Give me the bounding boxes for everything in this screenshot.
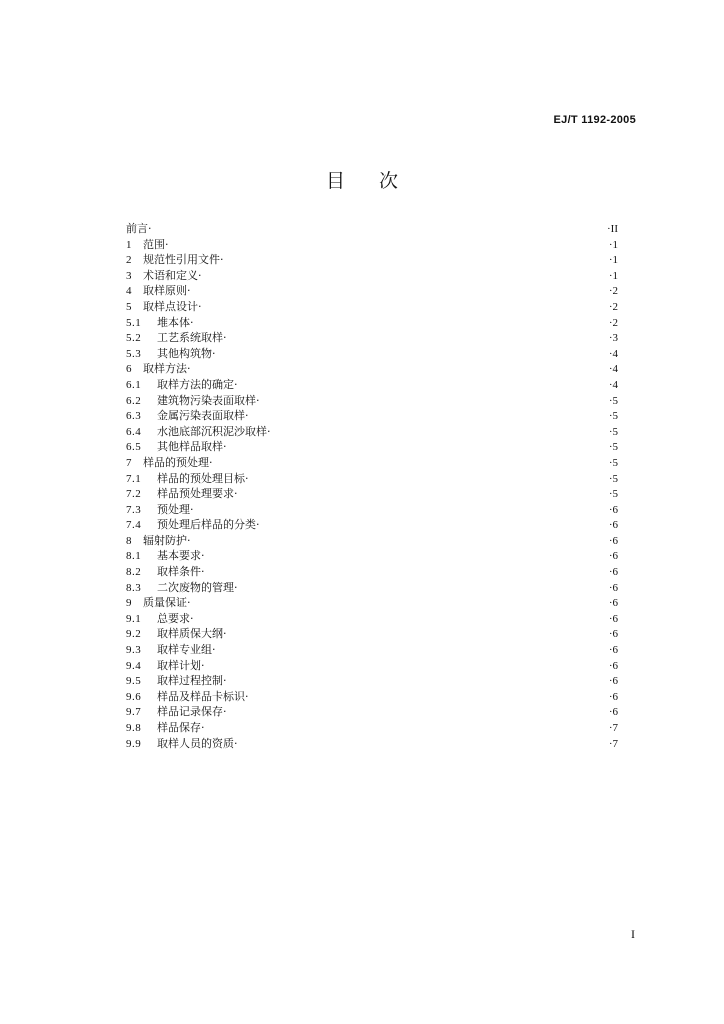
standard-number: EJ/T 1192-2005 bbox=[553, 114, 636, 126]
toc-entry[interactable] bbox=[126, 595, 618, 611]
toc-entry-number: 9.5 bbox=[126, 675, 142, 688]
toc-entry[interactable] bbox=[126, 455, 618, 471]
toc-entry-title: 堆本体 · bbox=[157, 315, 194, 331]
toc-entry-number: 2 bbox=[126, 254, 132, 267]
toc-entry-number: 8.2 bbox=[126, 566, 142, 579]
toc-entry-number: 9.2 bbox=[126, 628, 142, 641]
toc-entry-title: 金属污染表面取样 · bbox=[157, 408, 249, 424]
toc-entry[interactable] bbox=[126, 704, 618, 720]
toc-entry-number: 8 bbox=[126, 534, 132, 547]
toc-entry-title: 其他构筑物 · bbox=[157, 346, 216, 362]
toc-entry-page: · 6 bbox=[609, 565, 618, 581]
toc-entry-title: 范围 · bbox=[143, 237, 169, 253]
toc-entry-number: 5.3 bbox=[126, 347, 142, 360]
toc-entry-page: · 2 bbox=[609, 316, 618, 332]
toc-entry-page: · 6 bbox=[609, 643, 618, 659]
toc-entry[interactable] bbox=[126, 564, 618, 580]
toc-entry[interactable] bbox=[126, 548, 618, 564]
toc-entry-number: 5.2 bbox=[126, 332, 142, 345]
toc-entry-title: 样品预处理要求 · bbox=[157, 486, 238, 502]
toc-entry-number: 9.4 bbox=[126, 659, 142, 672]
toc-entry-number: 7.4 bbox=[126, 519, 142, 532]
toc-entry-title: 预处理 · bbox=[157, 502, 194, 518]
toc-entry[interactable] bbox=[126, 642, 618, 658]
toc-entry-number: 6.5 bbox=[126, 441, 142, 454]
toc-entry[interactable] bbox=[126, 580, 618, 596]
toc-entry[interactable] bbox=[126, 268, 618, 284]
toc-entry-title: 工艺系统取样 · bbox=[157, 330, 227, 346]
toc-entry-number: 1 bbox=[126, 238, 132, 251]
toc-entry-title: 样品的预处理目标 · bbox=[157, 471, 249, 487]
toc-entry-title: 其他样品取样 · bbox=[157, 439, 227, 455]
toc-entry-title: 样品保存 · bbox=[157, 720, 205, 736]
toc-entry-title: 样品记录保存 · bbox=[157, 704, 227, 720]
toc-entry-page: · 1 bbox=[609, 238, 618, 254]
toc-entry-number: 7.3 bbox=[126, 503, 142, 516]
toc-entry[interactable] bbox=[126, 689, 618, 705]
toc-entry-page: · 5 bbox=[609, 440, 618, 456]
toc-entry-title: 术语和定义 · bbox=[143, 268, 202, 284]
toc-entry-number: 9.8 bbox=[126, 722, 142, 734]
toc-entry-page: · 5 bbox=[609, 409, 618, 425]
toc-entry-number: 8.3 bbox=[126, 581, 142, 594]
toc-entry[interactable] bbox=[126, 471, 618, 487]
toc-entry[interactable] bbox=[126, 439, 618, 455]
toc-entry-page: · 6 bbox=[609, 534, 618, 550]
toc-entry-title: 前言 · bbox=[126, 221, 152, 237]
toc-entry[interactable] bbox=[126, 393, 618, 409]
toc-entry-title: 样品的预处理 · bbox=[143, 455, 213, 471]
toc-entry-number: 4 bbox=[126, 285, 132, 298]
toc-entry-number: 8.1 bbox=[126, 550, 142, 563]
page-number: I bbox=[631, 927, 635, 941]
toc-entry-page: · II bbox=[607, 222, 618, 238]
toc-entry-number: 9 bbox=[126, 597, 132, 610]
toc-entry-title: 基本要求 · bbox=[157, 548, 205, 564]
toc-entry-title: 取样条件 · bbox=[157, 564, 205, 580]
toc-entry-title: 取样点设计 · bbox=[143, 299, 202, 315]
toc-entry-page: · 5 bbox=[609, 394, 618, 410]
toc-entry-title: 预处理后样品的分类 · bbox=[157, 517, 260, 533]
toc-entry-page: · 6 bbox=[609, 612, 618, 628]
toc-entry-title: 取样人员的资质 · bbox=[157, 736, 238, 752]
toc-entry-title: 样品及样品卡标识 · bbox=[157, 689, 249, 705]
toc-entry-page: · 5 bbox=[609, 472, 618, 488]
toc-entry-page: · 6 bbox=[609, 581, 618, 597]
toc-entry-title: 取样过程控制 · bbox=[157, 673, 227, 689]
toc-entry[interactable] bbox=[126, 502, 618, 518]
toc-entry-page: · 4 bbox=[609, 362, 618, 378]
toc-entry[interactable] bbox=[126, 283, 618, 299]
toc-list bbox=[126, 221, 618, 751]
toc-entry-number: 7.1 bbox=[126, 472, 142, 485]
toc-entry-number: 6.2 bbox=[126, 394, 142, 407]
toc-entry-page: · 1 bbox=[609, 253, 618, 269]
toc-entry[interactable] bbox=[126, 486, 618, 502]
toc-entry[interactable] bbox=[126, 330, 618, 346]
toc-entry-page: · 6 bbox=[609, 690, 618, 706]
toc-entry-page: · 6 bbox=[609, 674, 618, 690]
toc-entry-title: 水池底部沉积泥沙取样 · bbox=[157, 424, 271, 440]
toc-entry-number: 5 bbox=[126, 300, 132, 313]
toc-entry[interactable] bbox=[126, 299, 618, 315]
toc-entry[interactable] bbox=[126, 533, 618, 549]
toc-entry-number: 9.9 bbox=[126, 737, 142, 750]
toc-entry[interactable] bbox=[126, 673, 618, 689]
toc-entry-title: 取样计划 · bbox=[157, 658, 205, 674]
toc-entry[interactable] bbox=[126, 517, 618, 533]
toc-entry-number: 6 bbox=[126, 363, 132, 376]
toc-entry[interactable] bbox=[126, 626, 618, 642]
toc-entry-page: · 3 bbox=[609, 331, 618, 347]
toc-entry-page: · 4 bbox=[609, 378, 618, 394]
toc-entry-title: 取样方法的确定 · bbox=[157, 377, 238, 393]
toc-entry-title: 规范性引用文件 · bbox=[143, 252, 224, 268]
toc-entry-page: · 5 bbox=[609, 425, 618, 441]
toc-entry-page: · 4 bbox=[609, 347, 618, 363]
toc-entry-number: 7 bbox=[126, 456, 132, 469]
toc-entry-title: 二次废物的管理 · bbox=[157, 580, 238, 596]
toc-entry[interactable] bbox=[126, 252, 618, 268]
toc-entry[interactable] bbox=[126, 361, 618, 377]
toc-entry-page: · 5 bbox=[609, 456, 618, 472]
toc-entry-page: · 7 bbox=[609, 737, 618, 753]
toc-entry[interactable] bbox=[126, 611, 618, 627]
toc-entry-number: 3 bbox=[126, 269, 132, 282]
toc-entry-page: · 2 bbox=[609, 284, 618, 300]
toc-entry[interactable] bbox=[126, 424, 618, 440]
toc-entry-number: 6.4 bbox=[126, 425, 142, 438]
toc-entry-title: 辐射防护 · bbox=[143, 533, 191, 549]
toc-entry[interactable] bbox=[126, 346, 618, 362]
toc-entry-title: 总要求 · bbox=[157, 611, 194, 627]
toc-entry-title: 取样质保大纲 · bbox=[157, 626, 227, 642]
toc-entry[interactable] bbox=[126, 315, 618, 331]
toc-entry-page: · 6 bbox=[609, 503, 618, 519]
toc-entry[interactable] bbox=[126, 221, 618, 237]
toc-entry-number: 6.1 bbox=[126, 378, 142, 391]
toc-entry[interactable] bbox=[126, 736, 618, 752]
toc-entry[interactable] bbox=[126, 377, 618, 393]
toc-title: 目 次 bbox=[325, 170, 413, 192]
toc-entry-number: 9.1 bbox=[126, 612, 142, 625]
toc-entry[interactable] bbox=[126, 720, 618, 736]
toc-entry-title: 建筑物污染表面取样 · bbox=[157, 393, 260, 409]
toc-entry[interactable] bbox=[126, 237, 618, 253]
toc-entry-page: · 6 bbox=[609, 549, 618, 565]
toc-entry-page: · 6 bbox=[609, 705, 618, 721]
toc-entry-page: · 6 bbox=[609, 518, 618, 534]
toc-entry-number: 7.2 bbox=[126, 488, 142, 501]
toc-entry-title: 取样专业组 · bbox=[157, 642, 216, 658]
toc-entry-page: · 7 bbox=[609, 721, 618, 737]
toc-entry-title: 取样方法 · bbox=[143, 361, 191, 377]
toc-entry-page: · 5 bbox=[609, 487, 618, 503]
toc-entry-number: 9.7 bbox=[126, 706, 142, 719]
toc-entry-number: 9.3 bbox=[126, 644, 142, 657]
toc-entry[interactable] bbox=[126, 658, 618, 674]
toc-entry[interactable] bbox=[126, 408, 618, 424]
toc-entry-page: · 1 bbox=[609, 269, 618, 285]
toc-entry-page: · 6 bbox=[609, 627, 618, 643]
toc-entry-number: 5.1 bbox=[126, 316, 142, 329]
toc-entry-page: · 6 bbox=[609, 596, 618, 612]
toc-entry-title: 取样原则 · bbox=[143, 283, 191, 299]
toc-entry-title: 质量保证 · bbox=[143, 595, 191, 611]
toc-entry-page: · 6 bbox=[609, 659, 618, 675]
toc-entry-number: 6.3 bbox=[126, 410, 142, 423]
toc-entry-number: 9.6 bbox=[126, 690, 142, 703]
toc-entry-page: · 2 bbox=[609, 300, 618, 316]
